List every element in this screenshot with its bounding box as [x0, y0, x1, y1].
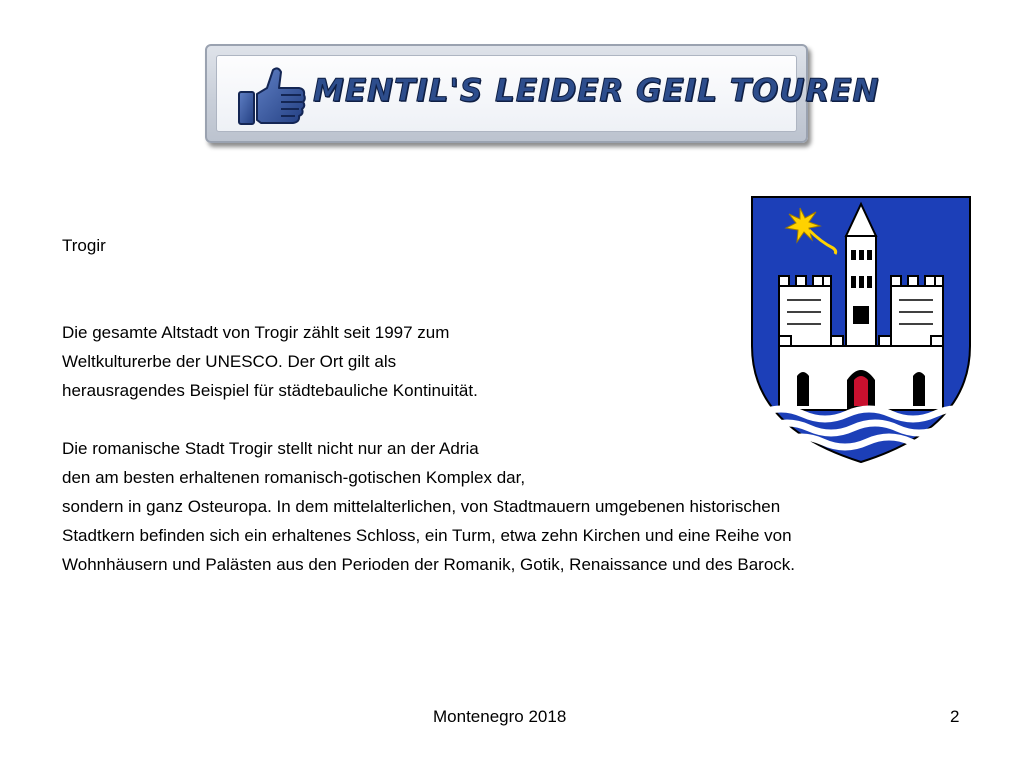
paragraph2-line: den am besten erhaltenen romanisch-gotischen Komplex dar,: [62, 468, 526, 487]
header-banner: [205, 44, 880, 143]
paragraph1-line: Die gesamte Altstadt von Trogir zählt seit 1997 zum: [62, 323, 450, 342]
page-number: 2: [950, 707, 960, 726]
paragraph1-line: herausragendes Beispiel für städtebauliche Kontinuität.: [62, 381, 478, 400]
paragraph2-line: Stadtkern befinden sich ein erhaltenes Schloss, ein Turm, etwa zehn Kirchen und eine Reihe von: [62, 526, 792, 545]
thumbs-up-icon: [237, 64, 307, 128]
banner-panel: [216, 55, 880, 132]
slide-content: [62, 231, 962, 579]
paragraph2-line: Wohnhäusern und Palästen aus den Perioden der Romanik, Gotik, Renaissance und des Barock.: [62, 555, 796, 574]
banner-title: MENTIL'S LEIDER GEIL TOUREN: [313, 73, 880, 109]
paragraph1-line: Weltkulturerbe der UNESCO. Der Ort gilt als: [62, 352, 397, 371]
paragraph2-line: Die romanische Stadt Trogir stellt nicht nur an der Adria: [62, 439, 479, 458]
slide-title: Trogir: [62, 236, 106, 255]
footer-text: Montenegro 2018: [433, 707, 567, 726]
paragraph2-line: sondern in ganz Osteuropa. In dem mittelalterlichen, von Stadtmauern umgebenen historischen: [62, 497, 781, 516]
